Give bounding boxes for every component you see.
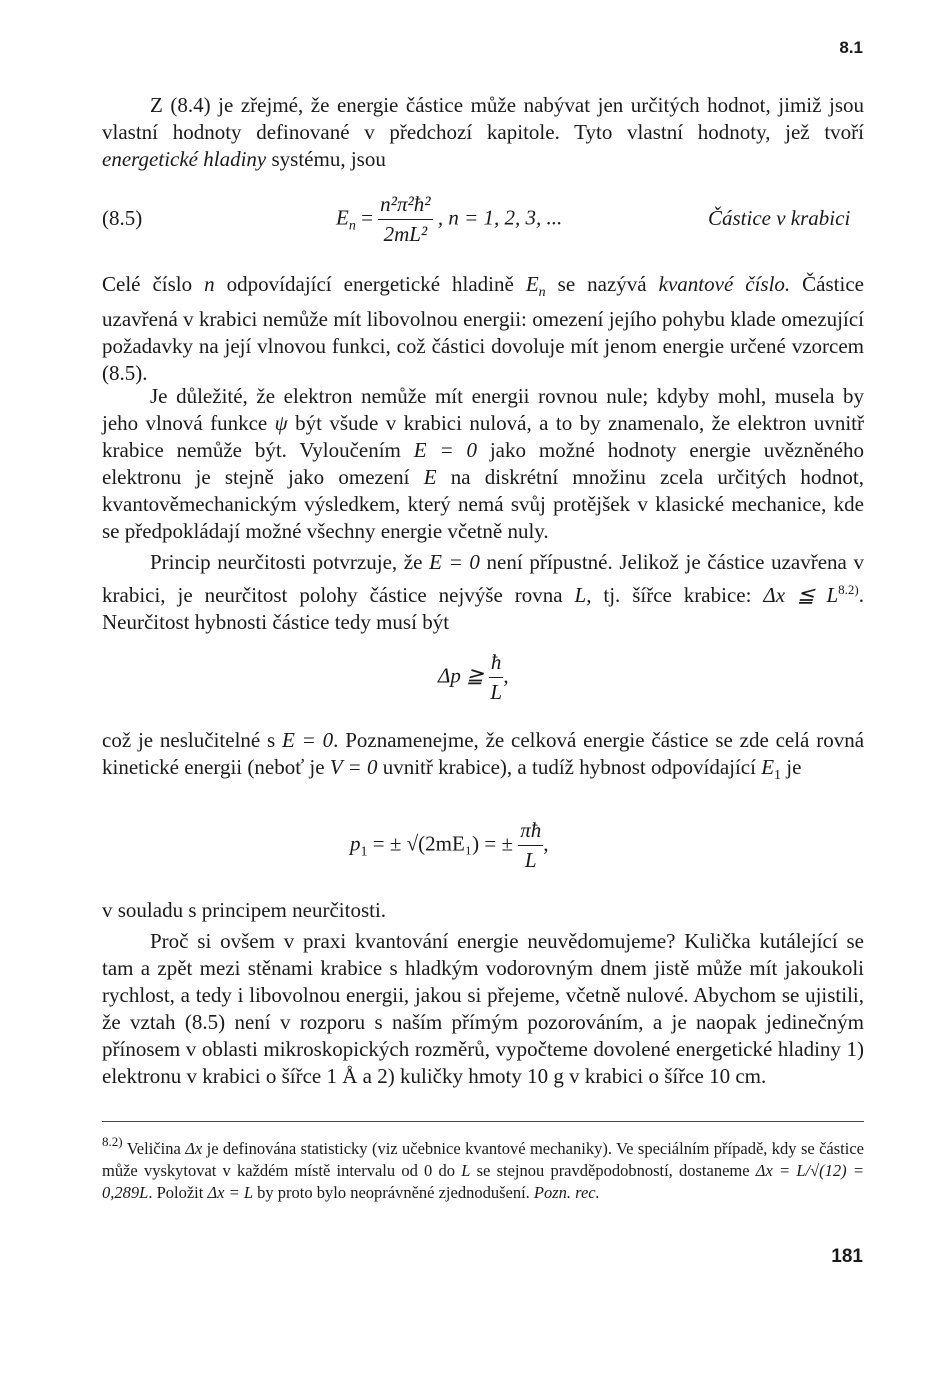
eqdp-lhs: Δp ≧ xyxy=(438,663,484,688)
paragraph-zero-energy xyxy=(102,383,864,545)
footnote-text-a: Veličina xyxy=(122,1139,186,1158)
eqdp-numerator: ħ xyxy=(489,650,504,678)
eq85-lhs-sub: n xyxy=(348,218,356,234)
para2-e: E xyxy=(525,272,539,296)
para3-text-c: jako možné hodnoty energie uvězněného elektronu je stejně jako omezení xyxy=(102,438,864,489)
footnote-formula: Δx = L/√(12) = 0,289L xyxy=(102,1161,864,1202)
paragraph-kinetic-energy xyxy=(102,727,864,789)
eqdp-tail: , xyxy=(503,663,509,688)
eq85-lhs: E xyxy=(336,205,349,230)
eqp1-tail: , xyxy=(543,831,549,856)
para5-e1-sub: 1 xyxy=(774,768,782,783)
para2-text-b: odpovídající energetické hladině xyxy=(214,272,526,296)
para1-text-a: Z (8.4) je zřejmé, že energie částice může nabývat jen určitých hodnot, jimiž jsou vlastní hodnoty definované v předchozí kapitole. Tyto vlastní hodnoty, jež tvoří xyxy=(102,93,864,144)
footnote-divider xyxy=(102,1121,864,1122)
eq85-condition: , n = 1, 2, 3, ... xyxy=(437,205,563,230)
para2-e-sub: n xyxy=(538,285,546,300)
para2-n: n xyxy=(204,272,215,296)
section-number: 8.1 xyxy=(839,38,863,57)
para6-text: v souladu s principem neurčitosti. xyxy=(102,898,387,922)
para3-psi: ψ xyxy=(274,411,288,435)
para4-l: L xyxy=(574,583,587,607)
para2-text-c: se nazývá xyxy=(545,272,659,296)
para5-text-b: . Poznamenejme, že celková energie částice se zde celá rovná kinetické energii (neboť je xyxy=(102,728,865,779)
paragraph-question xyxy=(102,928,864,1090)
para3-e: E xyxy=(423,465,437,489)
footnote-editor-note: Pozn. rec. xyxy=(533,1183,600,1202)
para3-e0: E = 0 xyxy=(413,438,477,462)
para4-text-c: , tj. šířce krabice: xyxy=(586,583,764,607)
para3-text-d: na diskrétní množinu zcela určitých hodnot, kvantověmechanickým výsledkem, který nemá svůj protějšek v klasické mechanice, kde se předpokládají možné všechny energie včetně nuly. xyxy=(102,465,864,543)
para5-e0: E = 0 xyxy=(282,728,334,752)
para2-text-a: Celé číslo xyxy=(102,272,205,296)
para1-term-energy-levels: energetické hladiny xyxy=(102,147,267,171)
paragraph-uncertainty xyxy=(102,549,864,636)
para1-text-c: systému, jsou xyxy=(266,147,386,171)
footnote-text-e: by proto bylo neoprávněné zjednodušení. xyxy=(253,1183,534,1202)
para2-text-f: Částice uzavřená v krabici nemůže mít libovolnou energii: omezení jejího pohybu klade omezující požadavky na její vlnovou funkci, což částici dovoluje mít jenom energie určené vzorcem (8.5). xyxy=(102,272,864,385)
footnote-8-2 xyxy=(102,1131,864,1204)
eq85-equals: = xyxy=(361,205,373,230)
paragraph-conclusion xyxy=(102,897,864,924)
para2-term-quantum-number: kvantové číslo. xyxy=(658,272,791,296)
footnote-text-d: . Položit xyxy=(148,1183,208,1202)
para4-text-b: není přípustné. Jelikož je částice uzavřena v krabici, je neurčitost polohy částice nejvýše rovna xyxy=(102,550,864,607)
para4-text-d: . Neurčitost hybnosti částice tedy musí být xyxy=(102,583,865,634)
eq85-fraction xyxy=(378,192,432,247)
eqp1-numerator: πħ xyxy=(518,818,543,846)
footnote-text-c: se stejnou pravděpodobností, dostaneme xyxy=(470,1161,756,1180)
eq85-numerator: n²π²ħ² xyxy=(378,192,432,220)
paragraph-quantum-number xyxy=(102,271,864,387)
para5-text-c: uvnitř krabice), a tudíž hybnost odpovídající xyxy=(377,755,762,779)
equation-caption: Částice v krabici xyxy=(708,206,851,230)
eq85-denominator: 2mL² xyxy=(383,222,428,246)
para5-text-a: což je neslučitelné s xyxy=(102,728,283,752)
eqp1-middle: = ± √(2mE₁) = ± xyxy=(372,831,513,856)
para5-v0: V = 0 xyxy=(329,755,378,779)
equation-momentum-uncertainty xyxy=(438,650,509,705)
footnote-mark: 8.2) xyxy=(102,1134,123,1149)
eqp1-fraction xyxy=(518,818,543,873)
para4-text-a: Princip neurčitosti potvrzuje, že xyxy=(150,550,430,574)
page-number: 181 xyxy=(831,1246,863,1267)
eqdp-fraction xyxy=(489,650,504,705)
para5-e1: E xyxy=(761,755,775,779)
para5-text-d: je xyxy=(781,755,802,779)
footnote-ref-8-2: 8.2) xyxy=(838,582,859,597)
equation-momentum xyxy=(350,818,549,873)
para3-text-a: Je důležité, že elektron nemůže mít energii rovnou nule; kdyby mohl, musela by jeho vlnová funkce xyxy=(102,384,864,435)
footnote-text-b: je definována statisticky (viz učebnice kvantové mechaniky). Ve speciálním případě, kdy se částice může vyskytovat v každém místě intervalu od 0 do xyxy=(102,1139,864,1180)
eqp1-lhs: p xyxy=(350,831,361,856)
footnote-dx-equals-l: Δx = L xyxy=(207,1183,254,1202)
eqp1-lhs-sub: 1 xyxy=(360,844,368,860)
eqdp-denominator: L xyxy=(490,680,503,704)
para3-text-b: být všude v krabici nulová, a to by znamenalo, že elektron uvnitř krabice nemůže být. Vyloučením xyxy=(102,411,864,462)
paragraph-intro xyxy=(102,92,864,173)
footnote-dx: Δx xyxy=(185,1139,203,1158)
equation-8-5 xyxy=(336,192,562,247)
para7-text: Proč si ovšem v praxi kvantování energie neuvědomujeme? Kulička kutálející se tam a zpět mezi stěnami krabice s hladkým vodorovným dnem jistě může mít jakoukoli rychlost, a tedy i libovolnou energii, jakou si přejeme, včetně nulové. Abychom se ujistili, že vztah (8.5) není v rozporu s naším přímým pozorováním, a je naopak jedinečným přínosem v oblasti mikroskopických rozměrů, vypočteme dovolené energetické hladiny 1) elektronu v krabici o šířce 1 Å a 2) kuličky hmoty 10 g v krabici o šířce 10 cm. xyxy=(102,929,864,1088)
eqp1-denominator: L xyxy=(524,848,537,872)
equation-label-8-5: (8.5) xyxy=(102,206,143,230)
para4-e0: E = 0 xyxy=(429,550,480,574)
para4-dx: Δx ≦ L xyxy=(763,583,839,607)
footnote-l: L xyxy=(461,1161,471,1180)
